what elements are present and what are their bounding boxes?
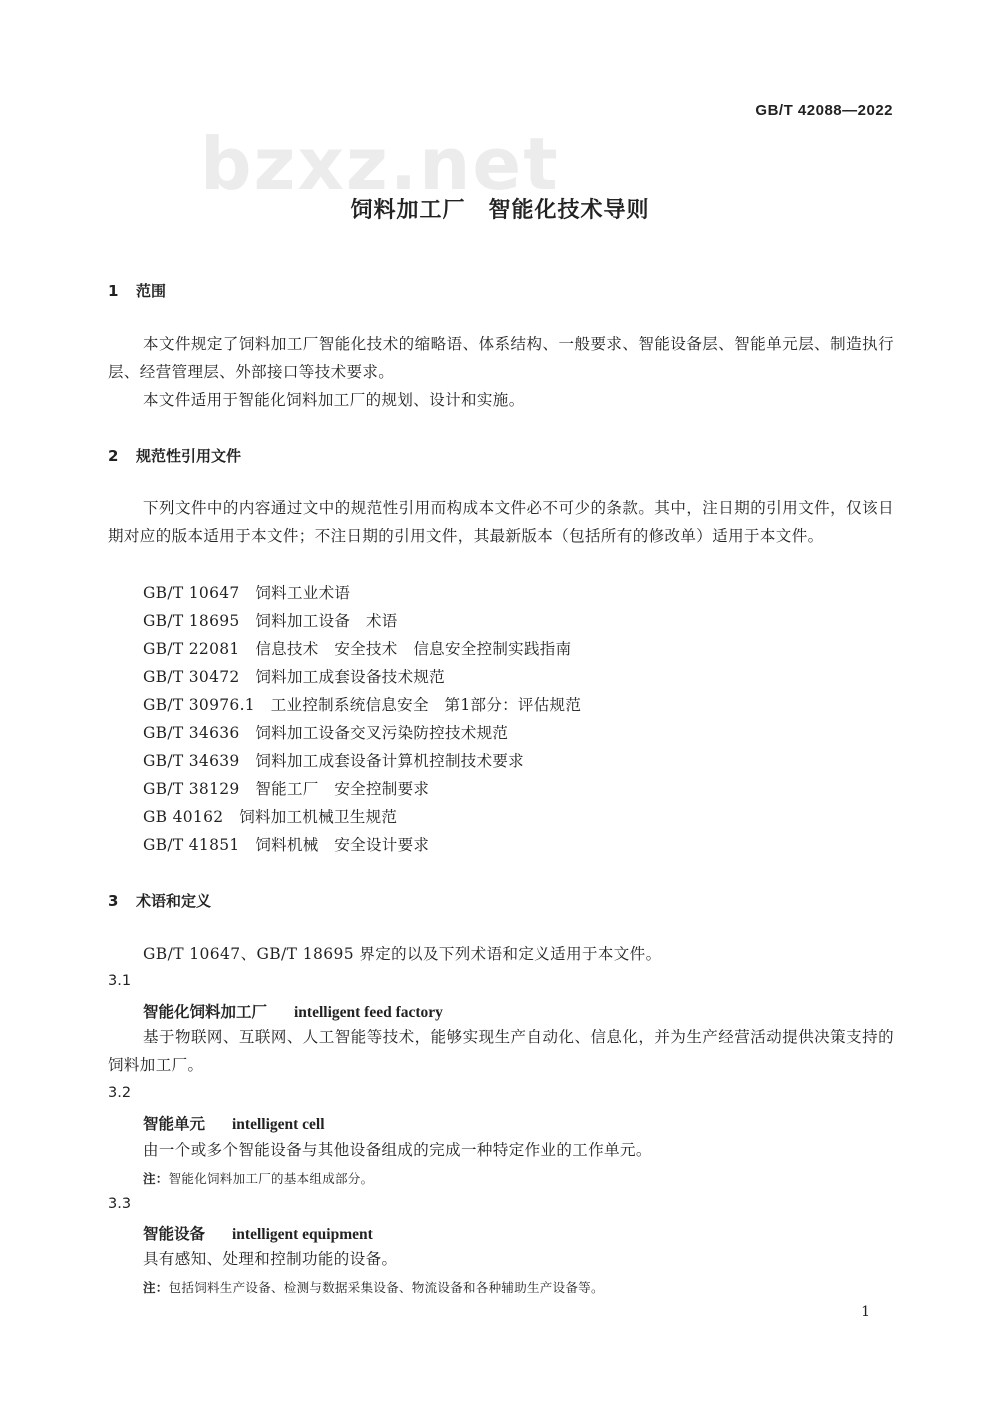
section-title: 范围 <box>136 282 167 300</box>
section-number: 1 <box>108 282 119 300</box>
term-entry <box>143 1000 443 1022</box>
paragraph: GB/T 10647、GB/T 18695 界定的以及下列术语和定义适用于本文件。 <box>143 945 662 963</box>
section-number: 2 <box>108 447 119 465</box>
reference-item: GB/T 30472 饲料加工成套设备技术规范 <box>143 668 445 686</box>
note <box>143 1169 373 1187</box>
reference-item: GB/T 22081 信息技术 安全技术 信息安全控制实践指南 <box>143 640 572 658</box>
reference-item: GB/T 34636 饲料加工设备交叉污染防控技术规范 <box>143 724 509 742</box>
term-zh: 智能化饲料加工厂 <box>143 1003 268 1021</box>
term-definition: 由一个或多个智能设备与其他设备组成的完成一种特定作业的工作单元。 <box>143 1141 652 1159</box>
term-entry <box>143 1112 325 1134</box>
watermark: bzxz.net <box>200 122 560 206</box>
reference-item: GB/T 30976.1 工业控制系统信息安全 第1部分：评估规范 <box>143 696 582 714</box>
reference-item: GB/T 18695 饲料加工设备 术语 <box>143 612 398 630</box>
paragraph: 本文件规定了饲料加工厂智能化技术的缩略语、体系结构、一般要求、智能设备层、智能单元层、制造执行层、经营管理层、外部接口等技术要求。 <box>108 335 894 381</box>
term-zh: 智能单元 <box>143 1115 206 1133</box>
term-definition: 基于物联网、互联网、人工智能等技术，能够实现生产自动化、信息化，并为生产经营活动提供决策支持的饲料加工厂。 <box>108 1028 894 1074</box>
reference-item: GB/T 38129 智能工厂 安全控制要求 <box>143 780 430 798</box>
term-entry <box>143 1222 373 1244</box>
section-number: 3 <box>108 892 119 910</box>
reference-item: GB/T 41851 饲料机械 安全设计要求 <box>143 836 430 854</box>
clause-number: 3.2 <box>108 1085 132 1101</box>
page-number: 1 <box>861 1304 870 1320</box>
term-en: intelligent cell <box>232 1116 325 1133</box>
section-title: 术语和定义 <box>136 892 212 910</box>
note-text: 智能化饲料加工厂的基本组成部分。 <box>168 1171 374 1186</box>
paragraph: 下列文件中的内容通过文中的规范性引用而构成本文件必不可少的条款。其中，注日期的引用文件，仅该日期对应的版本适用于本文件；不注日期的引用文件，其最新版本（包括所有的修改单）适用于本文件。 <box>108 499 894 545</box>
standard-code: GB/T 42088—2022 <box>755 102 893 119</box>
section-heading-scope <box>108 280 166 301</box>
note-label: 注： <box>143 1280 169 1295</box>
paragraph: 本文件适用于智能化饲料加工厂的规划、设计和实施。 <box>143 391 525 409</box>
section-heading-terms-definitions <box>108 890 211 911</box>
reference-item: GB 40162 饲料加工机械卫生规范 <box>143 808 398 826</box>
term-en: intelligent equipment <box>232 1226 373 1243</box>
reference-item: GB/T 10647 饲料工业术语 <box>143 584 351 602</box>
section-heading-normative-references <box>108 445 241 466</box>
note-label: 注： <box>143 1171 169 1186</box>
clause-number: 3.3 <box>108 1196 132 1212</box>
note <box>143 1278 604 1296</box>
section-title: 规范性引用文件 <box>136 447 242 465</box>
note-text: 包括饲料生产设备、检测与数据采集设备、物流设备和各种辅助生产设备等。 <box>168 1280 604 1295</box>
term-definition: 具有感知、处理和控制功能的设备。 <box>143 1250 398 1268</box>
document-title: 饲料加工厂 智能化技术导则 <box>350 198 650 223</box>
term-en: intelligent feed factory <box>294 1004 443 1021</box>
reference-item: GB/T 34639 饲料加工成套设备计算机控制技术要求 <box>143 752 524 770</box>
term-zh: 智能设备 <box>143 1225 206 1243</box>
clause-number: 3.1 <box>108 973 132 989</box>
